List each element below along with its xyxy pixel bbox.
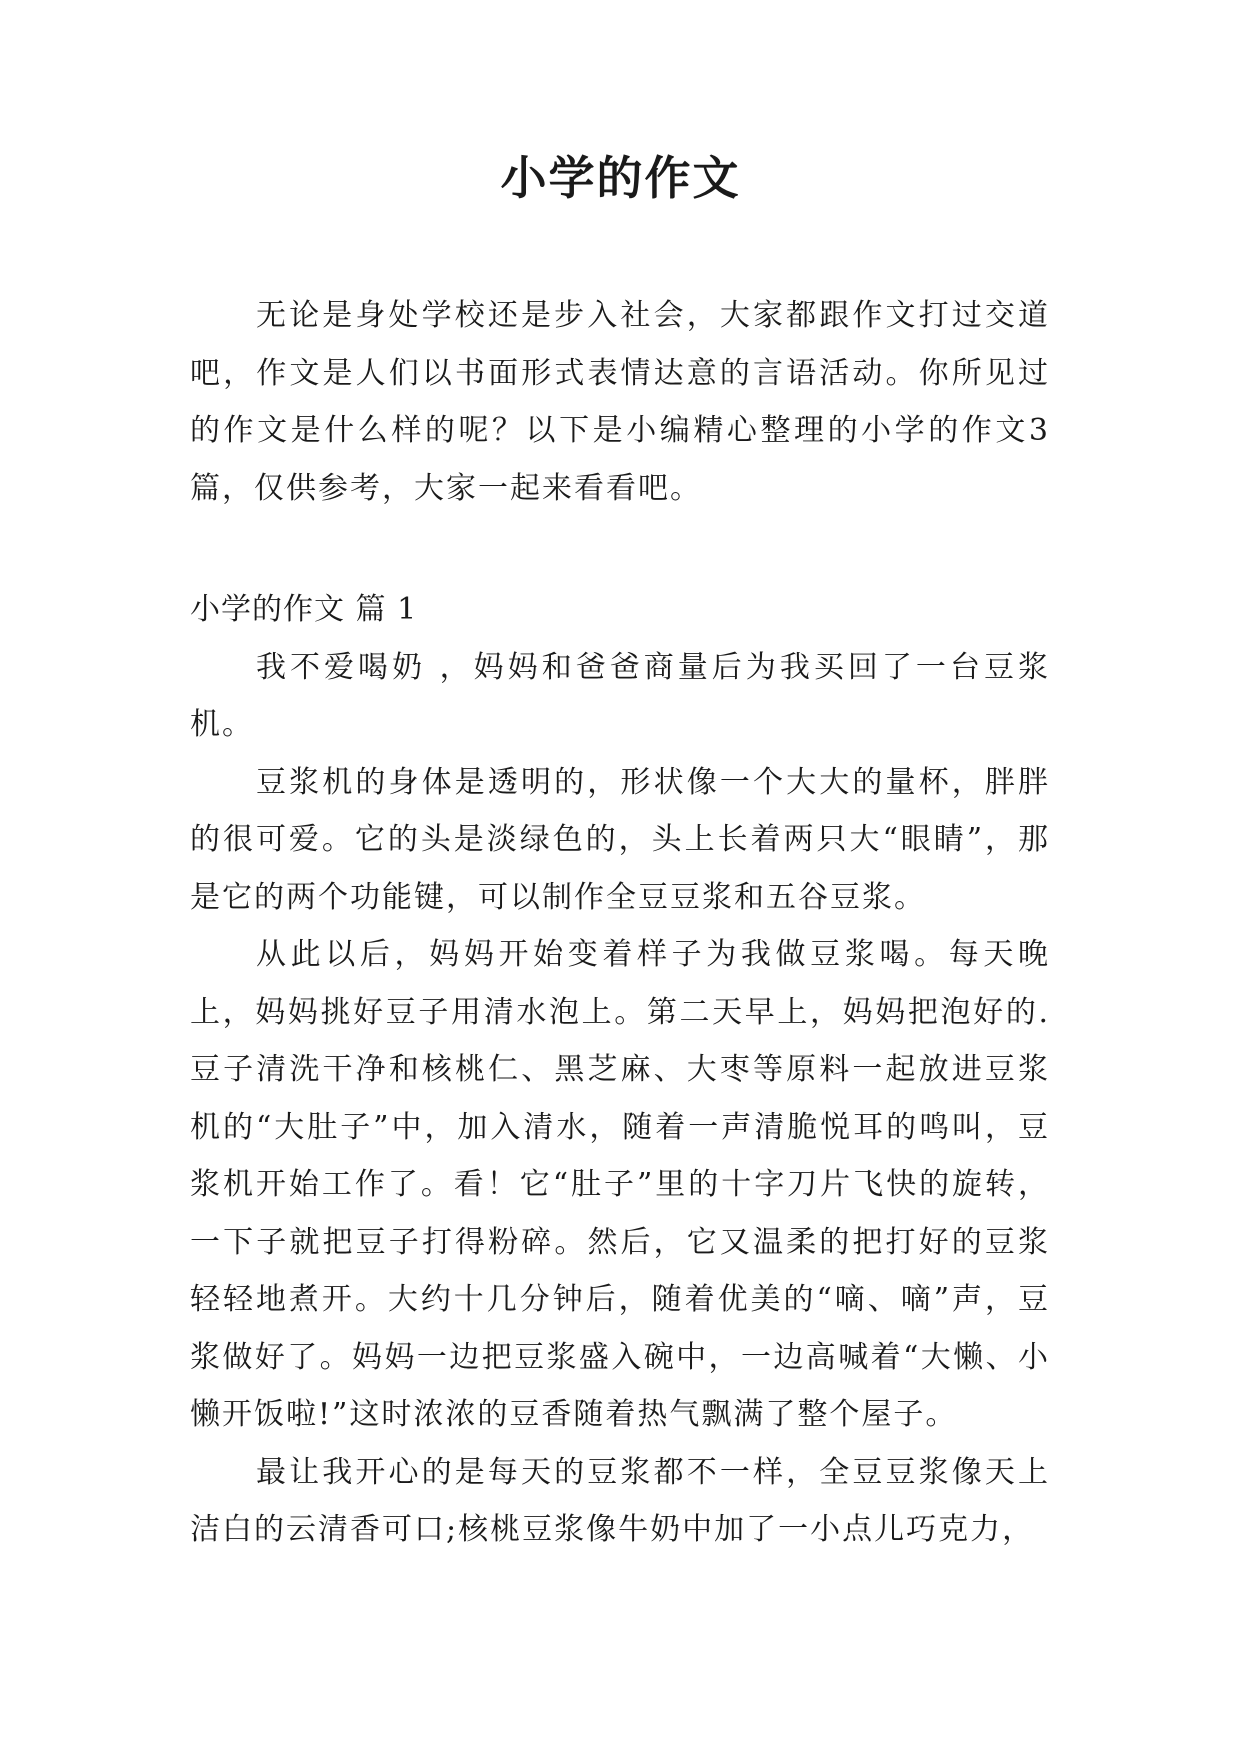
document-title: 小学的作文 [500,151,741,205]
body-paragraph: 豆浆机的身体是透明的，形状像一个大大的量杯，胖胖的很可爱。它的头是淡绿色的，头上长着两只大“眼睛”，那是它的两个功能键，可以制作全豆豆浆和五谷豆浆。 [190,764,1050,915]
section-heading: 小学的作文 篇 1 [190,592,418,627]
body-paragraph: 最让我开心的是每天的豆浆都不一样，全豆豆浆像天上洁白的云清香可口;核桃豆浆像牛奶中加了一小点儿巧克力， [190,1454,1050,1547]
body-paragraph: 从此以后，妈妈开始变着样子为我做豆浆喝。每天晚上，妈妈挑好豆子用清水泡上。第二天早上，妈妈把泡好的.豆子清洗干净和核桃仁、黑芝麻、大枣等原料一起放进豆浆机的“大肚子”中，加入清水，随着一声清脆悦耳的鸣叫，豆浆机开始工作了。看！它“肚子”里的十字刀片飞快的旋转，一下子就把豆子打得粉碎。然后，它又温柔的把打好的豆浆轻轻地煮开。大约十几分钟后，随着优美的“嘀、嘀”声，豆浆做好了。妈妈一边把豆浆盛入碗中，一边高喊着“大懒、小懒开饭啦!”这时浓浓的豆香随着热气飘满了整个屋子。 [190,937,1050,1432]
intro-paragraph: 无论是身处学校还是步入社会，大家都跟作文打过交道吧，作文是人们以书面形式表情达意的言语活动。你所见过的作文是什么样的呢？以下是小编精心整理的小学的作文3篇，仅供参考，大家一起来看看吧。 [190,298,1050,506]
body-paragraph: 我不爱喝奶 ，妈妈和爸爸商量后为我买回了一台豆浆机。 [190,649,1050,742]
document-body [190,287,1050,1559]
